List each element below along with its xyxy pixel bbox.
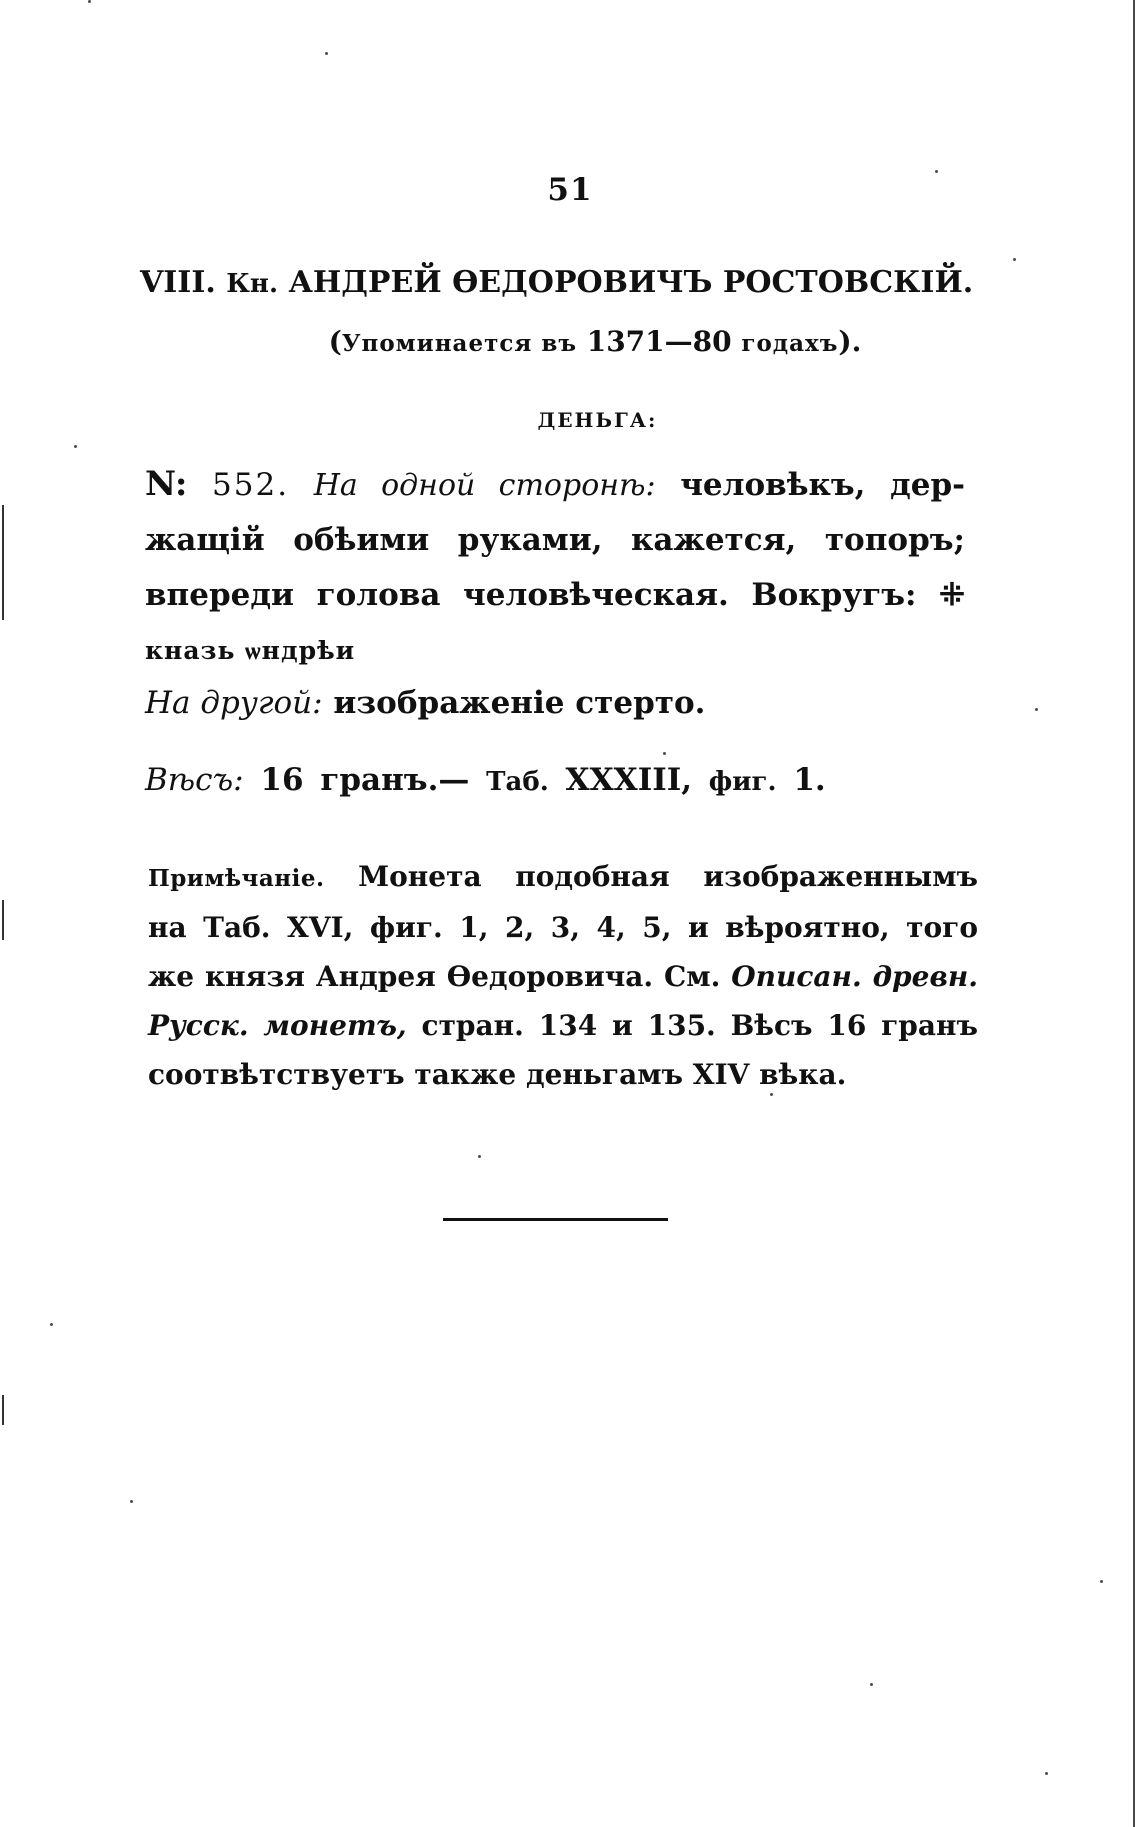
table-number: XXXIII,: [565, 762, 692, 798]
heading-roman-numeral: VIII.: [140, 265, 216, 300]
subheading-tail: годахъ: [741, 330, 839, 357]
obverse-text: человѣкъ, дер-: [680, 467, 966, 503]
entry-number: 552.: [212, 467, 290, 503]
note-text: стран. 134 и 135. Вѣсъ 16 гранъ: [421, 1009, 978, 1042]
closing-rule: [443, 1218, 668, 1221]
note-citation: Русск. монетъ,: [148, 1009, 407, 1042]
page-number: 51: [547, 172, 593, 208]
footnote: [148, 852, 978, 1099]
page-edge-right: [1133, 0, 1135, 1827]
scan-speck: [1045, 1772, 1048, 1775]
subheading-open-paren: (: [328, 325, 342, 358]
figure-number: 1.: [793, 762, 826, 798]
scan-speck: [870, 1683, 873, 1686]
weight-line: [145, 762, 965, 798]
scan-speck: [130, 1500, 133, 1503]
scan-speck: [325, 52, 328, 55]
note-label: Примѣчаніе.: [148, 865, 325, 892]
heading-prince-name: АНДРЕЙ ѲЕДОРОВИЧЪ РОСТОВСКІЙ.: [288, 265, 974, 300]
note-citation: Описан. древн.: [731, 960, 978, 993]
heading-prefix: Кн.: [226, 269, 279, 299]
chapter-heading: [140, 265, 980, 300]
page-edge-left: [2, 505, 4, 620]
coin-inscription: кназь ѡндрѣи: [145, 636, 356, 665]
entry-line: жащій обѣими руками, кажется, топоръ;: [145, 522, 965, 558]
scan-speck: [663, 752, 666, 755]
coin-entry: [145, 457, 965, 678]
reverse-description: [145, 685, 965, 721]
entry-line: впереди голова человѣческая. Вокругъ: ⁜: [145, 577, 965, 613]
scan-speck: [50, 1323, 53, 1326]
scan-speck: [1013, 258, 1016, 261]
note-line: [148, 952, 978, 1001]
figure-label: фиг.: [708, 767, 777, 797]
weight-label: Вѣсъ:: [145, 762, 244, 798]
note-text: Монета подобная изображеннымъ: [358, 860, 978, 893]
scan-speck: [478, 1155, 481, 1158]
scan-speck: [1100, 1580, 1103, 1583]
reverse-text: изображеніе стерто.: [333, 685, 706, 721]
subheading-word: Упоминается въ: [341, 330, 577, 357]
note-line: [148, 1001, 978, 1050]
page-edge-left: [2, 1395, 4, 1425]
entry-line: [145, 457, 965, 513]
note-line: на Таб. XVI, фиг. 1, 2, 3, 4, 5, и вѣроятно, того: [148, 911, 978, 944]
subheading-close-paren: ).: [838, 325, 862, 358]
scan-speck: [1035, 708, 1038, 711]
note-line: [148, 852, 978, 903]
entry-number-sign: N:: [145, 464, 188, 504]
reverse-label: На другой:: [145, 685, 323, 721]
section-label: ДЕНЬГА:: [537, 408, 658, 432]
obverse-label: На одной сторонѣ:: [313, 468, 656, 503]
note-line: соотвѣтствуетъ также деньгамъ XIV вѣка.: [148, 1058, 847, 1091]
scan-speck: [88, 0, 91, 3]
note-text: же князя Андрея Ѳедоровича. См.: [148, 960, 721, 993]
page-edge-left: [2, 900, 4, 940]
chapter-subheading: [0, 325, 1140, 358]
table-label: Таб.: [486, 767, 549, 797]
scan-speck: [74, 445, 77, 448]
subheading-years: 1371—80: [586, 325, 732, 358]
weight-value: 16 гранъ.—: [260, 762, 470, 798]
